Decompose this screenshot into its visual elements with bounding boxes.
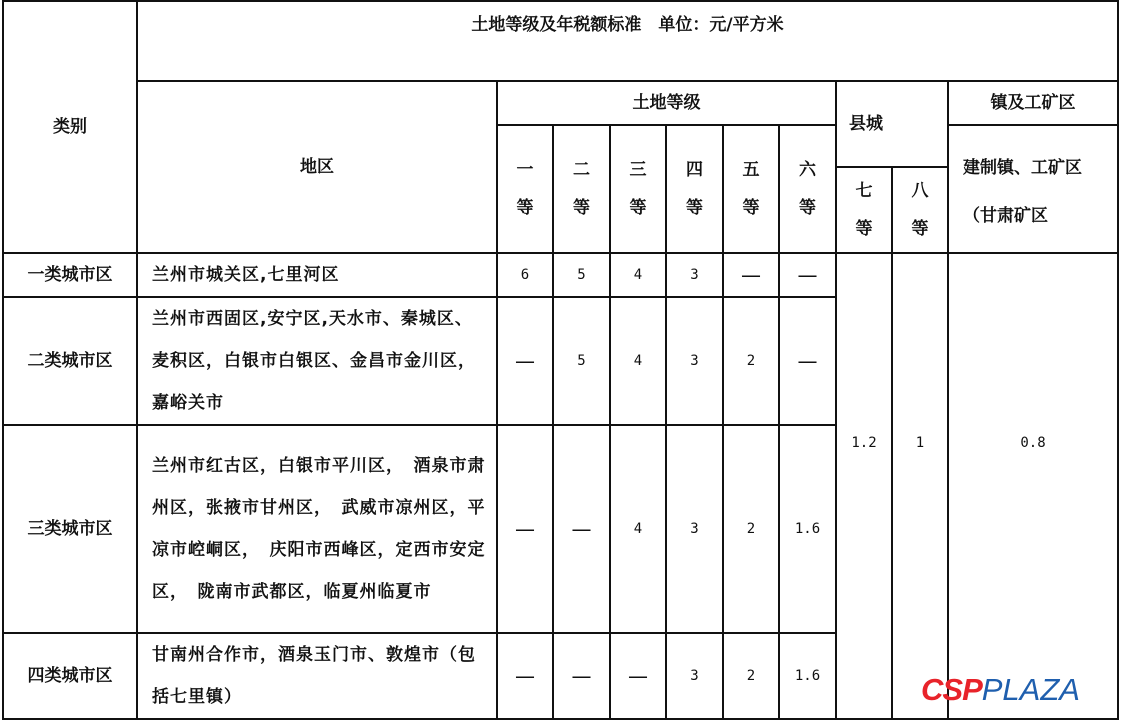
value-cell: 2: [723, 297, 779, 425]
value-cell: 3: [666, 425, 723, 633]
grade-3: 三等: [629, 160, 647, 218]
value-cell: 1.6: [779, 425, 836, 633]
value-cell: —: [553, 633, 610, 719]
value-cell: —: [779, 297, 836, 425]
csp-plaza-logo: [921, 673, 1080, 707]
grade-4: 四等: [686, 160, 703, 218]
value-cell: —: [610, 633, 666, 719]
grade-6: 六等: [799, 160, 816, 218]
value-cell: —: [497, 297, 553, 425]
value-cell: 6: [497, 253, 553, 297]
table-row: [3, 253, 1118, 297]
row-area: 甘南州合作市，酒泉玉门市、敦煌市（包括七里镇）: [137, 633, 497, 719]
row-category: 四类城市区: [3, 633, 137, 719]
value-cell: 3: [666, 253, 723, 297]
value-cell: —: [497, 633, 553, 719]
row-category: 三类城市区: [3, 425, 137, 633]
logo-csp-text: CSP: [921, 672, 982, 707]
value-cell: 1.6: [779, 633, 836, 719]
value-cell: —: [553, 425, 610, 633]
row-area: 兰州市红古区，白银市平川区， 酒泉市肃州区，张掖市甘州区， 武威市凉州区，平凉市崆峒区， 庆阳市西峰区，定西市安定区， 陇南市武都区，临夏州临夏市: [137, 425, 497, 633]
table-title: 土地等级及年税额标准 单位：元/平方米: [137, 1, 1118, 81]
value-cell: 3: [666, 297, 723, 425]
header-town-detail: 建制镇、工矿区（甘肃矿区: [963, 158, 1082, 226]
grade-7: 七等: [855, 181, 873, 239]
tax-standard-table: [2, 0, 1119, 720]
header-category: 类别: [3, 1, 137, 253]
value-cell: 2: [723, 633, 779, 719]
value-cell: —: [779, 253, 836, 297]
town-value: 0.8: [948, 253, 1118, 719]
header-area: 地区: [137, 81, 497, 253]
row-category: 一类城市区: [3, 253, 137, 297]
grade-8: 八等: [911, 181, 929, 239]
grade-1: 一等: [516, 160, 534, 218]
value-cell: 5: [553, 297, 610, 425]
grade-5: 五等: [742, 160, 760, 218]
value-cell: 2: [723, 425, 779, 633]
row-area: 兰州市城关区,七里河区: [137, 253, 497, 297]
value-cell: 4: [610, 425, 666, 633]
row-category: 二类城市区: [3, 297, 137, 425]
value-cell: 3: [666, 633, 723, 719]
grade-2: 二等: [573, 160, 590, 218]
value-cell: —: [723, 253, 779, 297]
header-county: 县城: [836, 81, 948, 167]
value-cell: 4: [610, 297, 666, 425]
row-area: 兰州市西固区,安宁区,天水市、秦城区、麦积区，白银市白银区、金昌市金川区，嘉峪关市: [137, 297, 497, 425]
header-land-grade: 土地等级: [497, 81, 836, 125]
county-grade-7-value: 1.2: [836, 253, 892, 719]
value-cell: 5: [553, 253, 610, 297]
county-grade-8-value: 1: [892, 253, 948, 719]
value-cell: —: [497, 425, 553, 633]
header-town-group: 镇及工矿区: [948, 81, 1118, 125]
logo-plaza-text: PLAZA: [981, 672, 1080, 707]
value-cell: 4: [610, 253, 666, 297]
